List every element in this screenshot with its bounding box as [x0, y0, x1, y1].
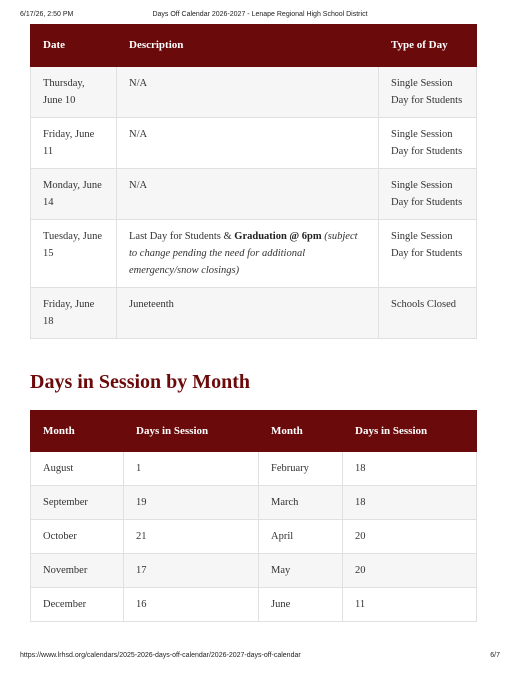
cell-date: Monday, June 14	[31, 169, 117, 220]
table-row	[31, 588, 477, 622]
cell-month: April	[259, 520, 343, 554]
column-header-days-in-session: Days in Session	[343, 411, 477, 452]
table-row	[31, 220, 477, 288]
table-row	[31, 554, 477, 588]
cell-description: N/A	[117, 67, 379, 118]
cell-days: 1	[124, 452, 259, 486]
print-datetime: 6/17/26, 2:50 PM	[20, 11, 74, 18]
table-row	[31, 169, 477, 220]
table-row	[31, 452, 477, 486]
cell-days: 19	[124, 486, 259, 520]
cell-description: N/A	[117, 118, 379, 169]
cell-type: Single Session Day for Students	[379, 118, 477, 169]
column-header-days-in-session: Days in Session	[124, 411, 259, 452]
page-number: 6/7	[490, 652, 500, 659]
cell-month: October	[31, 520, 124, 554]
table-row	[31, 118, 477, 169]
print-footer	[0, 652, 520, 664]
cell-days: 16	[124, 588, 259, 622]
cell-description: Juneteenth	[117, 288, 379, 339]
print-header	[0, 11, 520, 23]
cell-type: Single Session Day for Students	[379, 220, 477, 288]
cell-type: Single Session Day for Students	[379, 169, 477, 220]
cell-month: August	[31, 452, 124, 486]
page-url: https://www.lrhsd.org/calendars/2025-2026-days-off-calendar/2026-2027-days-off-calendar	[20, 652, 301, 659]
days-off-table	[30, 24, 477, 339]
cell-date: Thursday, June 10	[31, 67, 117, 118]
cell-date: Tuesday, June 15	[31, 220, 117, 288]
cell-days: 18	[343, 486, 477, 520]
cell-description	[117, 220, 379, 288]
table-header-row	[31, 25, 477, 67]
cell-month: June	[259, 588, 343, 622]
table-row	[31, 486, 477, 520]
description-note: (subject to change pending the need for additional emergency/snow closings)	[129, 231, 358, 276]
cell-date: Friday, June 18	[31, 288, 117, 339]
cell-days: 20	[343, 520, 477, 554]
column-header-description: Description	[117, 25, 379, 67]
cell-days: 17	[124, 554, 259, 588]
cell-type: Single Session Day for Students	[379, 67, 477, 118]
cell-month: May	[259, 554, 343, 588]
cell-days: 11	[343, 588, 477, 622]
column-header-month: Month	[259, 411, 343, 452]
cell-type: Schools Closed	[379, 288, 477, 339]
cell-month: December	[31, 588, 124, 622]
cell-month: March	[259, 486, 343, 520]
cell-month: February	[259, 452, 343, 486]
column-header-date: Date	[31, 25, 117, 67]
cell-date: Friday, June 11	[31, 118, 117, 169]
days-in-session-table	[30, 410, 477, 622]
column-header-month: Month	[31, 411, 124, 452]
cell-days: 21	[124, 520, 259, 554]
column-header-type: Type of Day	[379, 25, 477, 67]
print-page-title: Days Off Calendar 2026-2027 - Lenape Regional High School District	[152, 11, 368, 18]
table-row	[31, 520, 477, 554]
cell-days: 20	[343, 554, 477, 588]
table-row	[31, 67, 477, 118]
cell-days: 18	[343, 452, 477, 486]
cell-month: September	[31, 486, 124, 520]
description-text: Last Day for Students &	[129, 231, 235, 242]
cell-description: N/A	[117, 169, 379, 220]
table-row	[31, 288, 477, 339]
cell-month: November	[31, 554, 124, 588]
table-header-row	[31, 411, 477, 452]
graduation-text: Graduation @ 6pm	[234, 231, 322, 242]
section-title-days-in-session: Days in Session by Month	[30, 371, 251, 393]
